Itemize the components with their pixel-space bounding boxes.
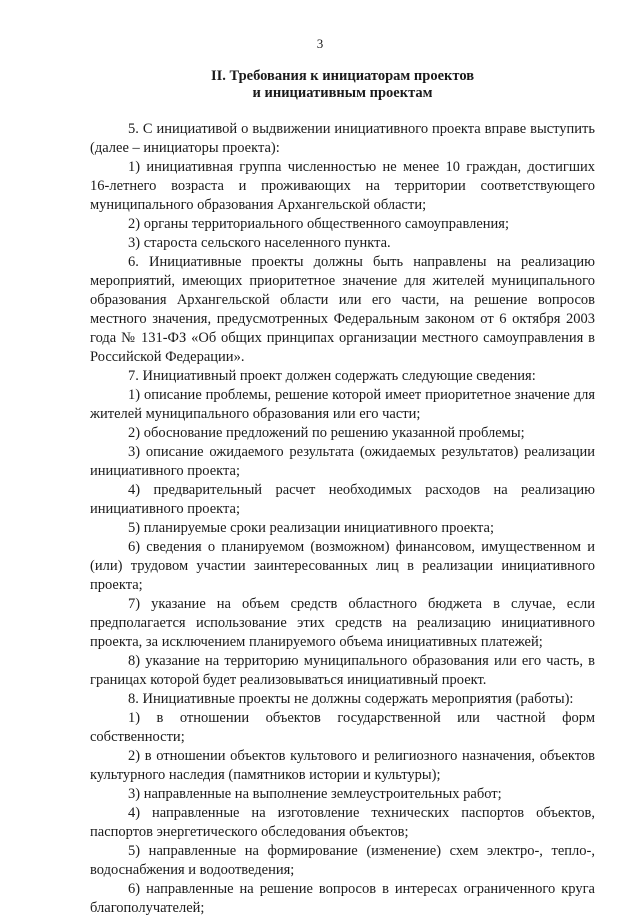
paragraph-8-item-4: 4) направленные на изготовление технических паспортов объектов, паспортов энергетического обследования объектов; xyxy=(90,805,595,840)
paragraph-6: 6. Инициативные проекты должны быть направлены на реализацию мероприятий, имеющих приоритетное значение для жителей муниципального образования Архангельской области или его части, на решение вопросов местного значения, предусмотренных Федеральным законом от 6 октября 2003 года № 131-ФЗ «Об общих принципах организации местного самоуправления в Российской Федерации». xyxy=(90,254,595,365)
page-number: 3 xyxy=(316,36,324,51)
paragraph-8-item-6: 6) направленные на решение вопросов в интересах ограниченного круга благополучателей; xyxy=(90,881,595,916)
paragraph-7-item-4: 4) предварительный расчет необходимых расходов на реализацию инициативного проекта; xyxy=(90,482,595,517)
paragraph-5-intro: 5. С инициативой о выдвижении инициативного проекта вправе выступить (далее – инициаторы проекта): xyxy=(90,121,595,156)
paragraph-7-item-1: 1) описание проблемы, решение которой имеет приоритетное значение для жителей муниципального образования или его части; xyxy=(90,387,595,422)
paragraph-7-item-7: 7) указание на объем средств областного бюджета в случае, если предполагается использование этих средств на реализацию инициативного проекта, за исключением планируемого объема инициативных платежей; xyxy=(90,596,595,650)
paragraph-8-item-1: 1) в отношении объектов государственной или частной форм собственности; xyxy=(90,710,595,745)
paragraph-7-item-5: 5) планируемые сроки реализации инициативного проекта; xyxy=(128,520,495,536)
paragraph-8-intro: 8. Инициативные проекты не должны содержать мероприятия (работы): xyxy=(128,691,574,707)
body-text xyxy=(90,120,595,918)
section-heading-line-1: II. Требования к инициаторам проектов xyxy=(210,68,475,84)
paragraph-8-item-2: 2) в отношении объектов культового и религиозного назначения, объектов культурного наследия (памятников истории и культуры); xyxy=(90,748,595,783)
paragraph-8-item-3: 3) направленные на выполнение землеустроительных работ; xyxy=(128,786,502,802)
paragraph-5-item-3: 3) староста сельского населенного пункта. xyxy=(128,235,391,251)
paragraph-5-item-2: 2) органы территориального общественного самоуправления; xyxy=(128,216,509,232)
paragraph-5-item-1: 1) инициативная группа численностью не менее 10 граждан, достигших 16-летнего возраста и проживающих на территории соответствующего муниципального образования Архангельской области; xyxy=(90,159,595,213)
paragraph-7-intro: 7. Инициативный проект должен содержать следующие сведения: xyxy=(128,368,536,384)
paragraph-7-item-8: 8) указание на территорию муниципального образования или его часть, в границах которой будет реализовываться инициативный проект. xyxy=(90,653,595,688)
paragraph-7-item-6: 6) сведения о планируемом (возможном) финансовом, имущественном и (или) трудовом участии заинтересованных лиц в реализации инициативного проекта; xyxy=(90,539,595,593)
paragraph-7-item-2: 2) обоснование предложений по решению указанной проблемы; xyxy=(128,425,525,441)
section-heading-line-2: и инициативным проектам xyxy=(252,85,433,101)
section-heading xyxy=(90,68,595,102)
paragraph-8-item-5: 5) направленные на формирование (изменение) схем электро-, тепло-, водоснабжения и водоотведения; xyxy=(90,843,595,878)
paragraph-7-item-3: 3) описание ожидаемого результата (ожидаемых результатов) реализации инициативного проекта; xyxy=(90,444,595,479)
